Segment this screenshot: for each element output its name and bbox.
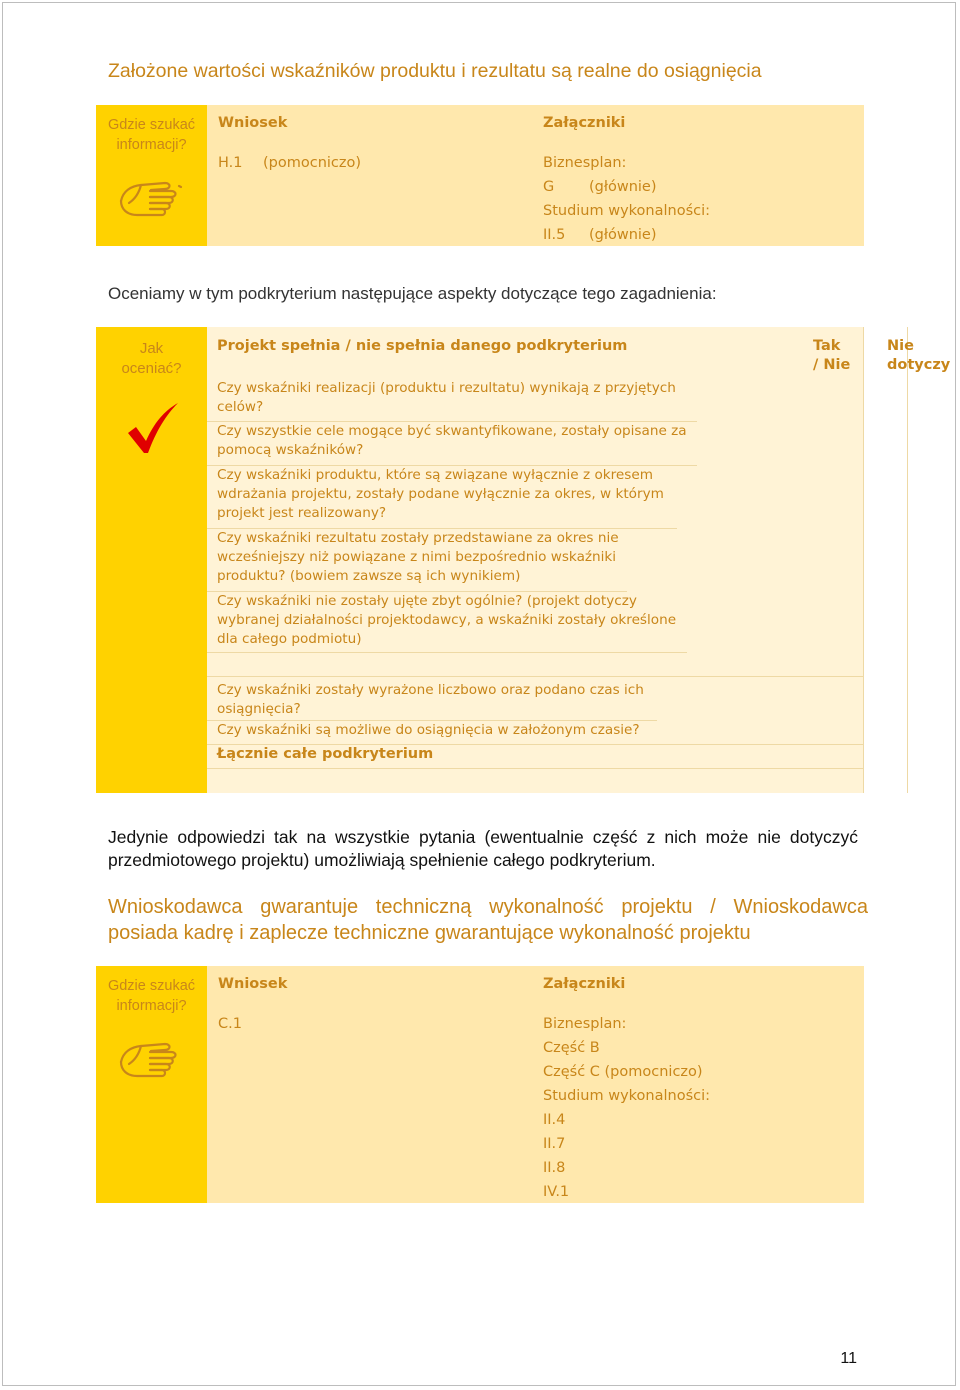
col-nie-label: Nie xyxy=(887,338,914,354)
where-label-2: informacji? xyxy=(116,998,187,1014)
col-tak-label: Tak xyxy=(813,338,841,354)
table-row: Czy wskaźniki są możliwe do osiągnięcia w założonym czasie? xyxy=(207,721,863,745)
criteria-header: Projekt spełnia / nie spełnia danego podkryterium xyxy=(217,338,628,354)
col-nie-label-2: dotyczy xyxy=(887,357,951,373)
zalacznik-line: Biznesplan: xyxy=(543,155,627,171)
how-label-2: oceniać? xyxy=(121,360,182,377)
wniosek-ref: H.1 xyxy=(218,155,243,171)
where-label-2: informacji? xyxy=(116,137,187,153)
zalacznik-line: Biznesplan: xyxy=(543,1016,627,1032)
info-side-1 xyxy=(96,105,207,246)
wniosek-ref-note: (pomocniczo) xyxy=(263,155,362,171)
total-row: Łącznie całe podkryterium xyxy=(207,745,863,769)
criteria-rows xyxy=(207,327,863,769)
col-nie-header xyxy=(887,337,960,375)
zalacznik-line: II.7 xyxy=(543,1136,566,1152)
table-row: Czy wskaźniki nie zostały ujęte zbyt ogólnie? (projekt dotyczy wybranej działalności projektodawcy, a wskaźniki zostały określone dla całego podmiotu) xyxy=(207,592,687,653)
criteria-side xyxy=(96,327,207,793)
zalacznik-line: Studium wykonalności: xyxy=(543,203,711,219)
zalacznik-line: (głównie) xyxy=(589,227,657,243)
table-row: Czy wskaźniki realizacji (produktu i rezultatu) wynikają z przyjętych celów? xyxy=(207,379,697,422)
zalacznik-line: II.8 xyxy=(543,1160,566,1176)
zalacznik-line: II.4 xyxy=(543,1112,566,1128)
pointing-hand-icon xyxy=(117,177,187,221)
info-box-2 xyxy=(96,966,864,1203)
zalacznik-line: (głównie) xyxy=(589,179,657,195)
zalacznik-line: II.5 xyxy=(543,227,566,243)
where-label: Gdzie szukać xyxy=(107,978,196,994)
zalacznik-line: G xyxy=(543,179,555,195)
info-main-2 xyxy=(207,966,864,1203)
criteria-table xyxy=(96,327,951,793)
wniosek-ref: C.1 xyxy=(218,1016,242,1032)
zalaczniki-heading: Załączniki xyxy=(543,115,626,131)
table-row: Czy wskaźniki rezultatu zostały przedstawiane za okres nie wcześniejszy niż powiązane z nimi bezpośrednio wskaźniki produktu? (bowiem zawsze są ich wynikiem) xyxy=(207,529,627,592)
criteria-body xyxy=(207,327,951,793)
col-divider xyxy=(863,327,864,793)
table-row-empty xyxy=(207,653,863,677)
wniosek-heading: Wniosek xyxy=(218,115,288,131)
col-tak-label-2: / Nie xyxy=(813,357,851,373)
zalaczniki-heading: Załączniki xyxy=(543,976,626,992)
zalacznik-line: Część B xyxy=(543,1040,600,1056)
table-row: Czy wszystkie cele mogące być skwantyfikowane, zostały opisane za pomocą wskaźników? xyxy=(207,422,697,466)
conclusion-text: Jedynie odpowiedzi tak na wszystkie pytania (ewentualnie część z nich może nie dotyczyć przedmiotowego projektu) umożliwiają spełnienie całego podkryterium. xyxy=(108,827,858,870)
pointing-hand-icon xyxy=(117,1038,187,1082)
table-row: Czy wskaźniki zostały wyrażone liczbowo oraz podano czas ich osiągnięcia? xyxy=(207,677,657,721)
col-divider xyxy=(907,327,908,793)
info-box-1 xyxy=(96,105,864,246)
section2-title: Wnioskodawca gwarantuje techniczną wykonalność projektu / Wnioskodawca posiada kadrę i zaplecze techniczne gwarantujące wykonalność projektu xyxy=(108,896,868,944)
info-main-1 xyxy=(207,105,864,246)
checkmark-icon xyxy=(122,399,182,459)
zalacznik-line: IV.1 xyxy=(543,1184,570,1200)
lead-text: Oceniamy w tym podkryterium następujące aspekty dotyczące tego zagadnienia: xyxy=(108,284,717,303)
section1-title: Założone wartości wskaźników produktu i rezultatu są realne do osiągnięcia xyxy=(108,60,762,82)
table-row: Czy wskaźniki produktu, które są związane wyłącznie z okresem wdrażania projektu, zostały podane wyłącznie za okres, w którym projekt jest realizowany? xyxy=(207,466,677,529)
zalacznik-line: Część C (pomocniczo) xyxy=(543,1064,703,1080)
wniosek-heading: Wniosek xyxy=(218,976,288,992)
page-number: 11 xyxy=(840,1350,857,1367)
zalacznik-line: Studium wykonalności: xyxy=(543,1088,711,1104)
how-label: Jak xyxy=(139,340,164,357)
where-label: Gdzie szukać xyxy=(107,117,196,133)
info-side-2 xyxy=(96,966,207,1203)
